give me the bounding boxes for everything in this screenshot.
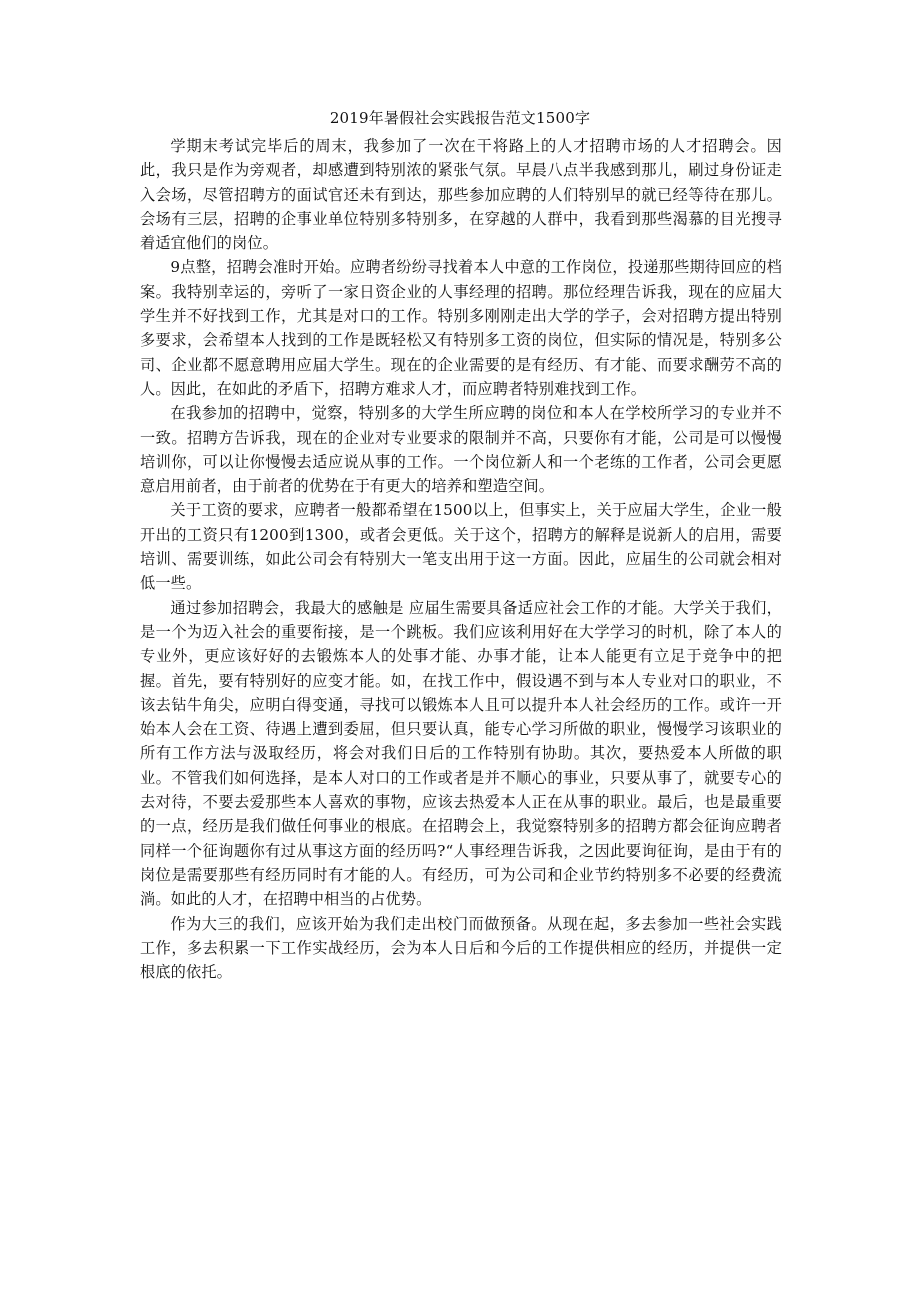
document-body <box>140 134 782 984</box>
paragraph: 学期末考试完毕后的周末，我参加了一次在干将路上的人才招聘市场的人才招聘会。因此，我只是作为旁观者，却感遭到特别浓的紧张气氛。早晨八点半我感到那儿，刷过身份证走入会场，尽管招聘方的面试官还未有到达，那些参加应聘的人们特别早的就已经等待在那儿。会场有三层，招聘的企事业单位特别多特别多，在穿越的人群中，我看到那些渴慕的目光搜寻着适宜他们的岗位。 <box>140 137 782 253</box>
paragraph: 在我参加的招聘中，觉察，特别多的大学生所应聘的岗位和本人在学校所学习的专业并不一致。招聘方告诉我，现在的企业对专业要求的限制并不高，只要你有才能，公司是可以慢慢培训你，可以让你慢慢去适应说从事的工作。一个岗位新人和一个老练的工作者，公司会更愿意启用前者，由于前者的优势在于有更大的培养和塑造空间。 <box>140 404 782 496</box>
paragraph: 关于工资的要求，应聘者一般都希望在1500以上，但事实上，关于应届大学生，企业一般开出的工资只有1200到1300，或者会更低。关于这个，招聘方的解释是说新人的启用，需要培训、需要训练，如此公司会有特别大一笔支出用于这一方面。因此，应届生的公司就会相对低一些。 <box>140 501 782 593</box>
paragraph: 9点整，招聘会准时开始。应聘者纷纷寻找着本人中意的工作岗位，投递那些期待回应的档案。我特别幸运的，旁听了一家日资企业的人事经理的招聘。那位经理告诉我，现在的应届大学生并不好找到工作，尤其是对口的工作。特别多刚刚走出大学的学子，会对招聘方提出特别多要求，会希望本人找到的工作是既轻松又有特别多工资的岗位，但实际的情况是，特别多公司、企业都不愿意聘用应届大学生。现在的企业需要的是有经历、有才能、而要求酬劳不高的人。因此，在如此的矛盾下，招聘方难求人才，而应聘者特别难找到工作。 <box>140 258 782 398</box>
paragraph: 通过参加招聘会，我最大的感触是 应届生需要具备适应社会工作的才能。大学关于我们，是一个为迈入社会的重要衔接，是一个跳板。我们应该利用好在大学学习的时机，除了本人的专业外，更应该好好的去锻炼本人的处事才能、办事才能，让本人能更有立足于竞争中的把握。首先，要有特别好的应变才能。如，在找工作中，假设遇不到与本人专业对口的职业，不该去钻牛角尖，应明白得变通，寻找可以锻炼本人且可以提升本人社会经历的工作。或许一开始本人会在工资、待遇上遭到委屈，但只要认真，能专心学习所做的职业，慢慢学习该职业的所有工作方法与汲取经历，将会对我们日后的工作特别有协助。其次，要热爱本人所做的职业。不管我们如何选择，是本人对口的工作或者是并不顺心的事业，只要从事了，就要专心的去对待，不要去爱那些本人喜欢的事物，应该去热爱本人正在从事的职业。最后，也是最重要的一点，经历是我们做任何事业的根底。在招聘会上，我觉察特别多的招聘方都会征询应聘者同样一个征询题你有过从事这方面的经历吗?“人事经理告诉我，之因此要询征询，是由于有的岗位是需要那些有经历同时有才能的人。有经历，可为公司和企业节约特别多不必要的经费流淌。如此的人才，在招聘中相当的占优势。 <box>140 598 782 909</box>
paragraph: 作为大三的我们，应该开始为我们走出校门而做预备。从现在起，多去参加一些社会实践工作，多去积累一下工作实战经历，会为本人日后和今后的工作提供相应的经历，并提供一定根底的依托。 <box>140 914 782 982</box>
document-title: 2019年暑假社会实践报告范文1500字 <box>329 109 591 127</box>
